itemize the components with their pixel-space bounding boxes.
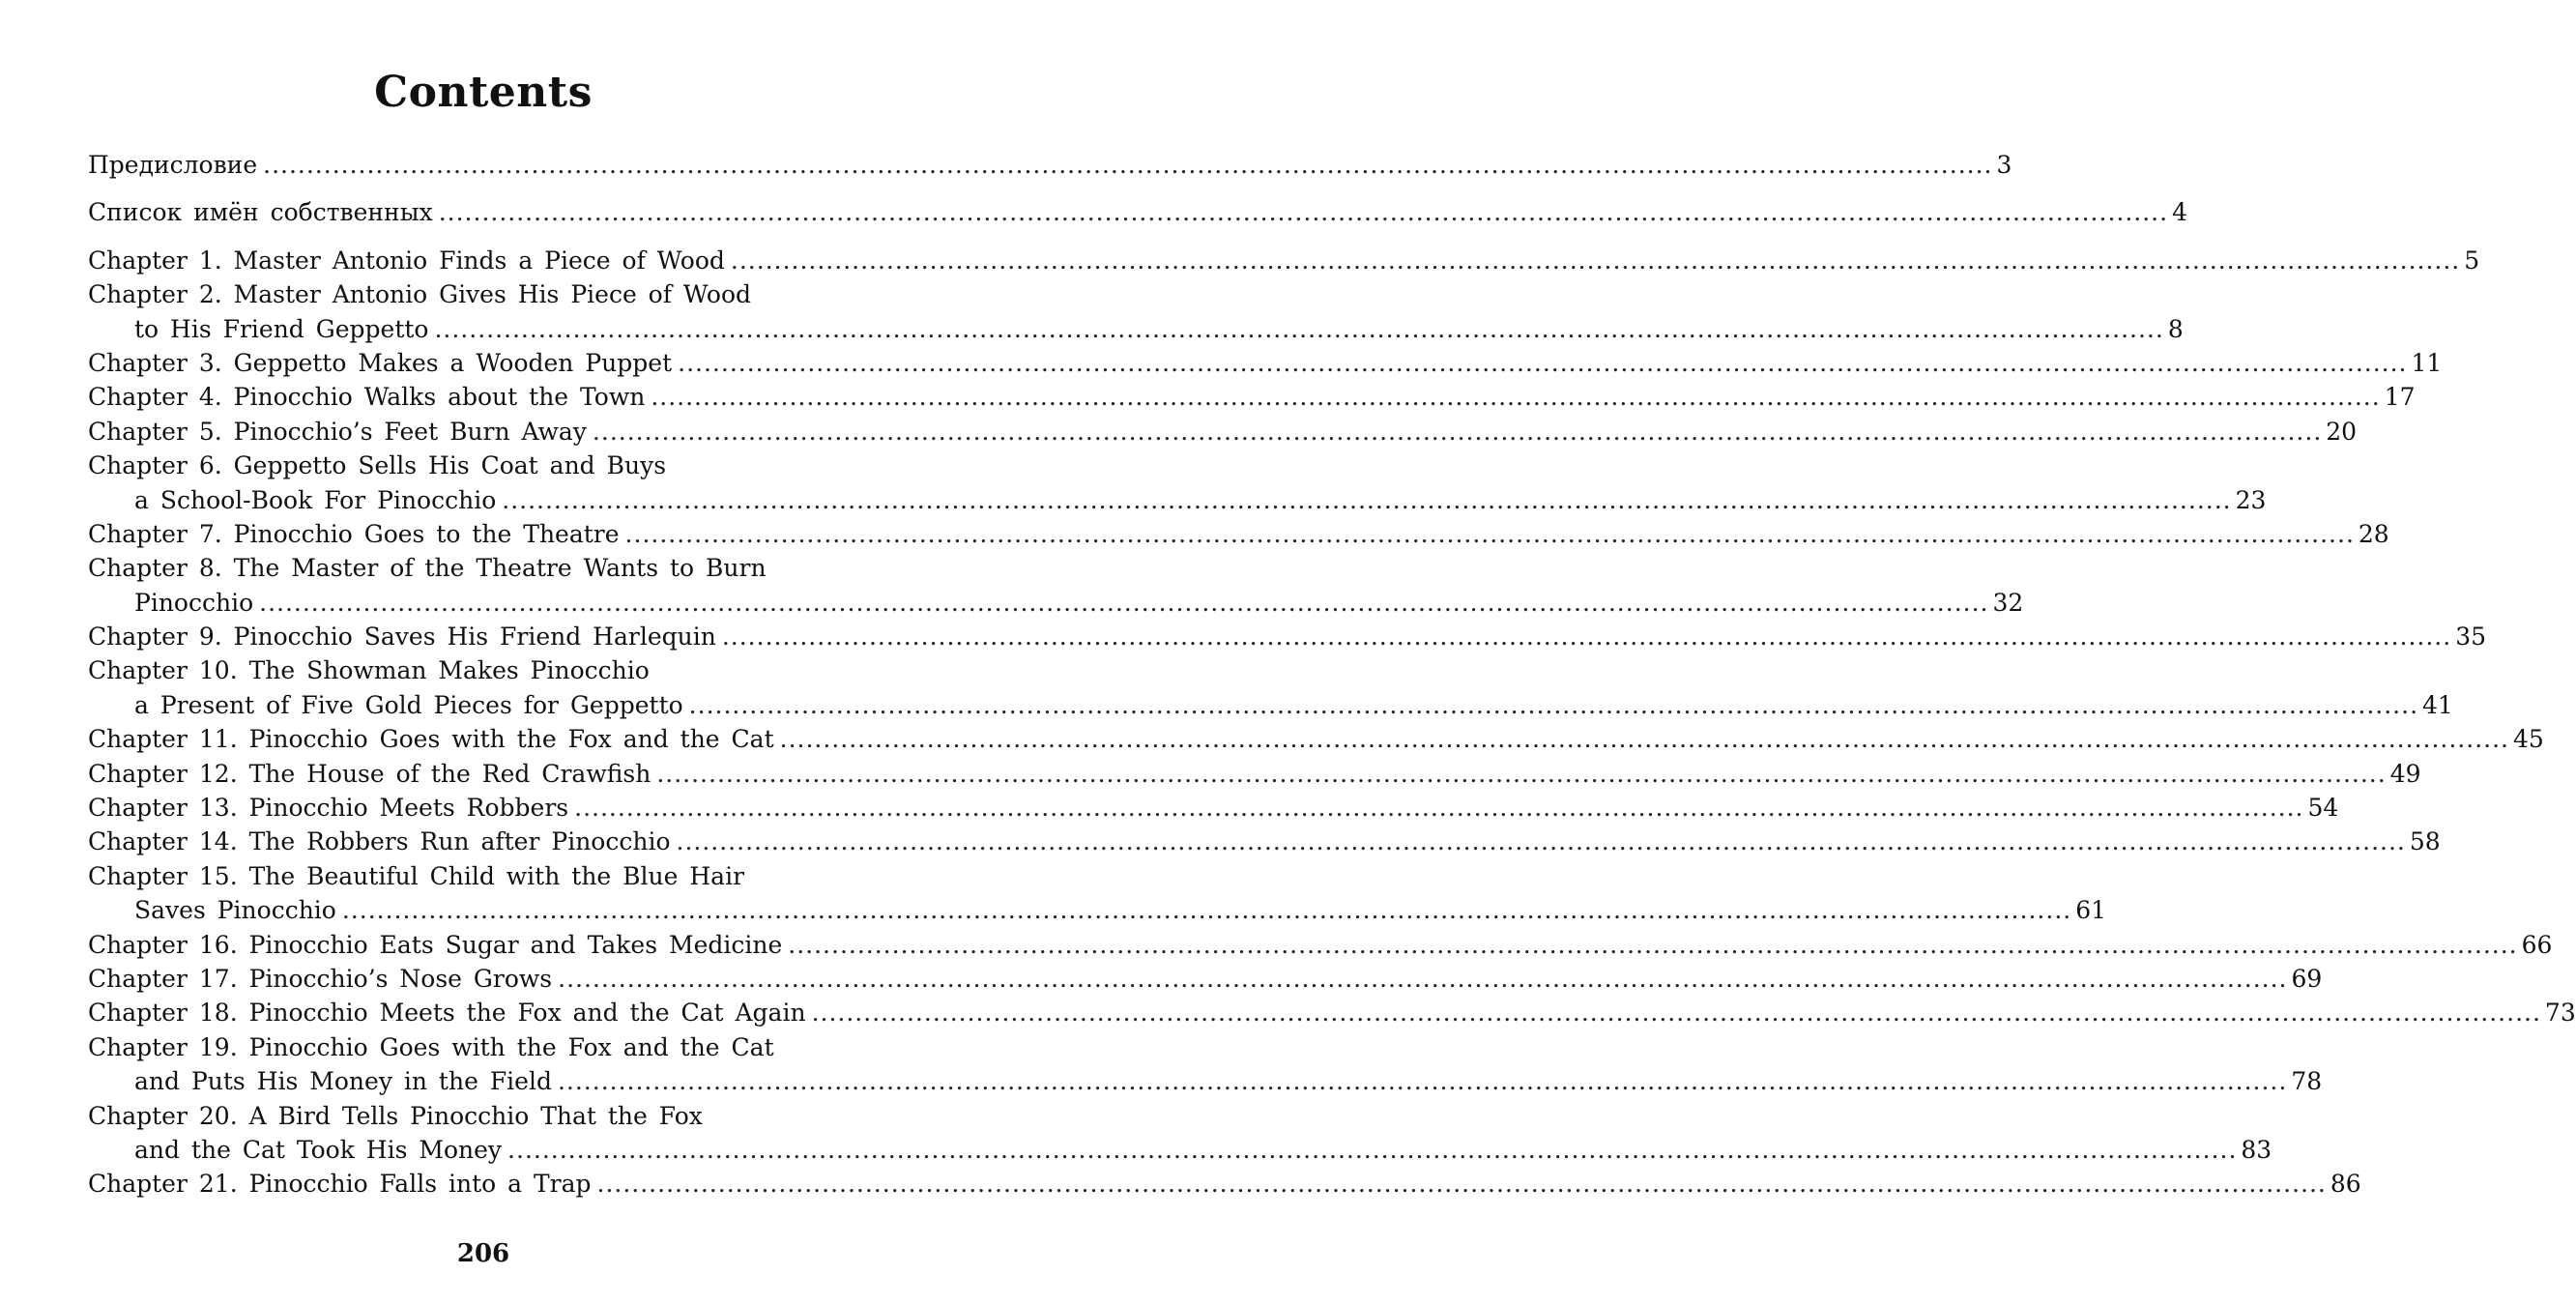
chapter-entry: [88, 962, 2323, 996]
entry-page-number: 45: [2512, 725, 2544, 754]
entry-title: Chapter 1. Master Antonio Finds a Piece of Wood: [88, 246, 725, 275]
entry-title: to His Friend Geppetto: [134, 314, 429, 343]
toc-line: [88, 244, 2480, 277]
toc-line: [88, 1064, 2323, 1098]
toc-line: [88, 1030, 939, 1064]
toc-line: [88, 517, 2389, 551]
dot-leader: ........................................................................................................................................................................................................: [811, 999, 2541, 1028]
front-matter-entry: [88, 148, 2012, 182]
toc-line: [88, 380, 2416, 414]
chapter-entry: [88, 757, 2421, 791]
toc-line: [88, 586, 2024, 620]
toc-line: [88, 859, 939, 893]
entry-title: Chapter 14. The Robbers Run after Pinocchio: [88, 827, 671, 856]
toc-line: [88, 449, 939, 482]
entry-title: Chapter 17. Pinocchio’s Nose Grows: [88, 964, 553, 993]
toc-line: [88, 722, 2544, 756]
toc-line: [88, 928, 2553, 962]
entry-page-number: 3: [1996, 151, 2012, 179]
entry-page-number: 11: [2411, 348, 2443, 377]
chapter-entry: [88, 1030, 2323, 1099]
chapter-entry: [88, 244, 2480, 277]
chapter-entry: [88, 791, 2339, 825]
entry-title: Chapter 7. Pinocchio Goes to the Theatre: [88, 519, 620, 548]
entry-title: Chapter 15. The Beautiful Child with the Blue Hair: [88, 861, 745, 890]
chapter-entry: [88, 722, 2544, 756]
spacer: [88, 230, 939, 244]
chapter-entry: [88, 928, 2553, 962]
toc-line: [88, 688, 2453, 722]
entry-title: Chapter 10. The Showman Makes Pinocchio: [88, 656, 650, 685]
dot-leader: ........................................................................................................................................................................................................: [507, 1135, 2238, 1164]
entry-page-number: 17: [2384, 383, 2416, 412]
entry-title: Pinocchio: [134, 588, 254, 617]
toc-line: [88, 195, 2187, 229]
entry-title: Chapter 11. Pinocchio Goes with the Fox and the Cat: [88, 725, 774, 754]
entry-title: a Present of Five Gold Pieces for Geppetto: [134, 690, 683, 719]
page-number: 206: [456, 1239, 510, 1268]
chapter-entry: [88, 825, 2441, 858]
toc-line: [88, 148, 2012, 182]
chapter-entry: [88, 1167, 2361, 1201]
entry-page-number: 8: [2167, 314, 2184, 343]
toc-line: [88, 1133, 2272, 1167]
chapter-entry: [88, 346, 2443, 380]
dot-leader: ........................................................................................................................................................................................................: [502, 485, 2232, 514]
toc-line: [88, 893, 2107, 927]
chapter-entry: [88, 996, 2576, 1029]
toc-line: [88, 996, 2576, 1029]
entry-page-number: 83: [2241, 1135, 2272, 1164]
dot-leader: ........................................................................................................................................................................................................: [592, 417, 2323, 446]
entry-title: Chapter 16. Pinocchio Eats Sugar and Takes Medicine: [88, 930, 783, 959]
entry-page-number: 73: [2544, 999, 2576, 1028]
toc-line: [88, 825, 2441, 858]
dot-leader: ........................................................................................................................................................................................................: [434, 314, 2164, 343]
entry-page-number: 28: [2358, 519, 2389, 548]
entry-title: Chapter 21. Pinocchio Falls into a Trap: [88, 1170, 592, 1199]
dot-leader: ........................................................................................................................................................................................................: [688, 690, 2419, 719]
entry-page-number: 23: [2235, 485, 2267, 514]
chapter-entry: [88, 517, 2389, 551]
toc-line: [88, 277, 939, 311]
entry-page-number: 5: [2464, 246, 2480, 275]
dot-leader: ........................................................................................................................................................................................................: [596, 1170, 2327, 1199]
dot-leader: ........................................................................................................................................................................................................: [574, 794, 2304, 823]
toc-line: [88, 346, 2443, 380]
entry-title: and the Cat Took His Money: [134, 1135, 503, 1164]
chapter-entry: [88, 449, 2267, 517]
dot-leader: ........................................................................................................................................................................................................: [779, 725, 2509, 754]
entry-title: Chapter 12. The House of the Red Crawfish: [88, 759, 651, 788]
toc-line: [88, 1167, 2361, 1201]
entry-page-number: 86: [2330, 1170, 2361, 1199]
toc-line: [88, 1099, 939, 1133]
page-title: Contents: [374, 68, 593, 117]
entry-title: Chapter 18. Pinocchio Meets the Fox and the Cat Again: [88, 999, 806, 1028]
dot-leader: ........................................................................................................................................................................................................: [438, 198, 2169, 227]
chapter-entry: [88, 859, 2107, 928]
toc-line: [88, 415, 2358, 449]
toc-line: [88, 757, 2421, 791]
dot-leader: ........................................................................................................................................................................................................: [721, 623, 2452, 652]
dot-leader: ........................................................................................................................................................................................................: [656, 759, 2387, 788]
dot-leader: ........................................................................................................................................................................................................: [557, 1067, 2288, 1096]
entry-page-number: 61: [2075, 896, 2107, 925]
dot-leader: ........................................................................................................................................................................................................: [558, 964, 2288, 993]
dot-leader: ........................................................................................................................................................................................................: [263, 151, 1993, 179]
entry-title: Chapter 5. Pinocchio’s Feet Burn Away: [88, 417, 587, 446]
chapter-entry: [88, 415, 2358, 449]
chapter-entry: [88, 653, 2453, 722]
entry-title: Chapter 9. Pinocchio Saves His Friend Harlequin: [88, 623, 716, 652]
dot-leader: ........................................................................................................................................................................................................: [678, 348, 2408, 377]
entry-title: Chapter 20. A Bird Tells Pinocchio That the Fox: [88, 1101, 703, 1130]
entry-title: Chapter 2. Master Antonio Gives His Piece of Wood: [88, 280, 752, 309]
spacer: [88, 182, 939, 195]
toc-line: [88, 483, 2267, 517]
dot-leader: ........................................................................................................................................................................................................: [788, 930, 2518, 959]
table-of-contents: [88, 148, 2576, 1202]
dot-leader: ........................................................................................................................................................................................................: [730, 246, 2461, 275]
entry-page-number: 20: [2326, 417, 2358, 446]
front-matter-entry: [88, 195, 2187, 229]
entry-page-number: 54: [2307, 794, 2339, 823]
entry-page-number: 66: [2521, 930, 2553, 959]
entry-title: Chapter 3. Geppetto Makes a Wooden Puppet: [88, 348, 673, 377]
entry-title: Chapter 4. Pinocchio Walks about the Town: [88, 383, 646, 412]
entry-page-number: 4: [2172, 198, 2187, 227]
entry-title: a School-Book For Pinocchio: [134, 485, 497, 514]
entry-title: Список имён собственных: [88, 198, 433, 227]
toc-line: [88, 620, 2487, 653]
entry-page-number: 32: [1992, 588, 2024, 617]
chapter-entry: [88, 620, 2487, 653]
chapter-entry: [88, 277, 2184, 346]
entry-title: Chapter 19. Pinocchio Goes with the Fox and the Cat: [88, 1032, 774, 1061]
toc-line: [88, 791, 2339, 825]
chapter-entry: [88, 1099, 2272, 1168]
entry-title: Chapter 8. The Master of the Theatre Wants to Burn: [88, 554, 767, 583]
chapter-entry: [88, 551, 2024, 620]
entry-page-number: 58: [2409, 827, 2441, 856]
entry-title: Предисловие: [88, 151, 258, 179]
dot-leader: ........................................................................................................................................................................................................: [624, 519, 2355, 548]
entry-page-number: 49: [2389, 759, 2421, 788]
entry-title: Chapter 13. Pinocchio Meets Robbers: [88, 794, 569, 823]
chapter-entry: [88, 380, 2416, 414]
entry-title: Chapter 6. Geppetto Sells His Coat and Buys: [88, 451, 667, 480]
dot-leader: ........................................................................................................................................................................................................: [341, 896, 2072, 925]
toc-line: [88, 551, 939, 585]
entry-page-number: 41: [2422, 690, 2453, 719]
toc-line: [88, 653, 939, 687]
dot-leader: ........................................................................................................................................................................................................: [676, 827, 2406, 856]
entry-title: Saves Pinocchio: [134, 896, 336, 925]
toc-line: [88, 312, 2184, 346]
entry-title: and Puts His Money in the Field: [134, 1067, 552, 1096]
entry-page-number: 78: [2291, 1067, 2323, 1096]
dot-leader: ........................................................................................................................................................................................................: [259, 588, 1989, 617]
dot-leader: ........................................................................................................................................................................................................: [651, 383, 2381, 412]
toc-line: [88, 962, 2323, 996]
entry-page-number: 35: [2455, 623, 2487, 652]
entry-page-number: 69: [2291, 964, 2323, 993]
